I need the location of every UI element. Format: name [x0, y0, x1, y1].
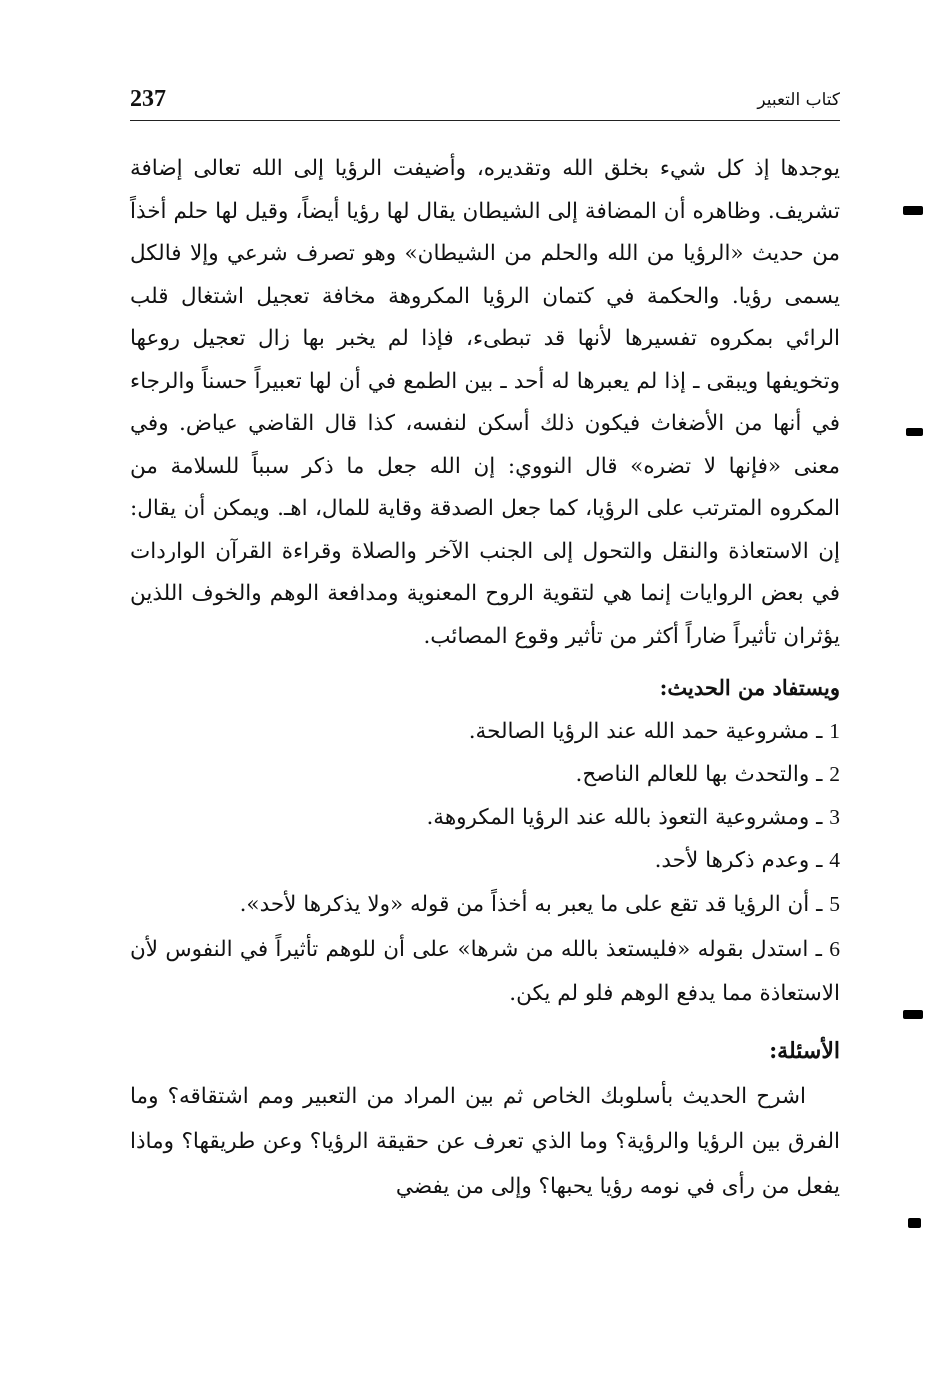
benefit-item: [130, 927, 840, 1016]
running-title: كتاب التعبير: [757, 90, 840, 110]
benefits-list: [130, 710, 840, 1016]
benefit-text: ـ ومشروعية التعوذ بالله عند الرؤيا المكروهة.: [426, 805, 823, 830]
commentary-paragraph: يوجدها إذ كل شيء بخلق الله وتقديره، وأضيفت الرؤيا إلى الله تعالى إضافة تشريف. وظاهره أن المضافة إلى الشيطان يقال لها رؤيا أيضاً، وقيل لها حلم أخذاً من حديث «الرؤيا من الله والحلم من الشيطان» وهو تصرف شرعي وإلا فالكل يسمى رؤيا. والحكمة في كتمان الرؤيا المكروهة مخافة تعجيل اشتغال قلب الرائي بمكروه تفسيرها لأنها قد تبطىء، فإذا لم يخبر بها زال تعجيل روعها وتخويفها ويبقى ـ إذا لم يعبرها له أحد ـ بين الطمع في أن لها تعبيراً حسناً والرجاء في أنها من الأضغاث فيكون ذلك أسكن لنفسه، كذا قال القاضي عياض. وفي معنى «فإنها لا تضره» قال النووي: إن الله جعل ما ذكر سبباً للسلامة من المكروه المترتب على الرؤيا، كما جعل الصدقة وقاية للمال، اهـ. ويمكن أن يقال: إن الاستعاذة والنقل والتحول إلى الجنب الآخر والصلاة وقراءة القرآن الواردات في بعض الروايات إنما هي لتقوية الروح المعنوية ومدافعة الوهم والخوف اللذين يؤثران تأثيراً ضاراً أكثر من تأثير وقوع المصائب.: [130, 156, 840, 649]
benefit-number: 6: [829, 937, 840, 961]
benefit-number: 4: [829, 848, 840, 872]
benefits-heading: ويستفاد من الحديث:: [659, 675, 840, 700]
scan-margin-mark: [903, 206, 923, 215]
benefit-number: 1: [829, 719, 840, 743]
scan-margin-mark: [908, 1218, 921, 1228]
benefit-number: 5: [829, 892, 840, 916]
benefit-number: 3: [829, 805, 840, 829]
page-number: 237: [130, 86, 166, 112]
benefit-text: ـ مشروعية حمد الله عند الرؤيا الصالحة.: [468, 719, 823, 744]
questions-heading: الأسئلة:: [769, 1038, 840, 1064]
benefit-text: ـ أن الرؤيا قد تقع على ما يعبر به أخذاً من قوله «ولا يذكرها لأحد».: [239, 892, 823, 917]
benefit-text: ـ استدل بقوله «فليستعذ بالله من شرها» على أن للوهم تأثيراً في النفوس لأن الاستعاذة مما يدفع الوهم فلو لم يكن.: [130, 937, 840, 1006]
page-header: [130, 82, 840, 121]
scan-margin-mark: [906, 428, 923, 436]
benefit-item: [130, 753, 840, 796]
benefit-text: ـ والتحدث بها للعالم الناصح.: [575, 762, 823, 787]
benefit-item: [130, 882, 840, 927]
page-body: [130, 148, 840, 1209]
benefit-item: [130, 839, 840, 882]
benefit-item: [130, 710, 840, 753]
scan-margin-mark: [903, 1010, 923, 1019]
questions-paragraph: اشرح الحديث بأسلوبك الخاص ثم بين المراد من التعبير ومم اشتقاقه؟ وما الفرق بين الرؤيا والرؤية؟ وما الذي تعرف عن حقيقة الرؤيا؟ وعن طريقها؟ وماذا يفعل من رأى في نومه رؤيا يحبها؟ وإلى من يفضي: [130, 1084, 840, 1199]
benefit-number: 2: [829, 762, 840, 786]
benefit-text: ـ وعدم ذكرها لأحد.: [654, 848, 823, 873]
benefit-item: [130, 796, 840, 839]
